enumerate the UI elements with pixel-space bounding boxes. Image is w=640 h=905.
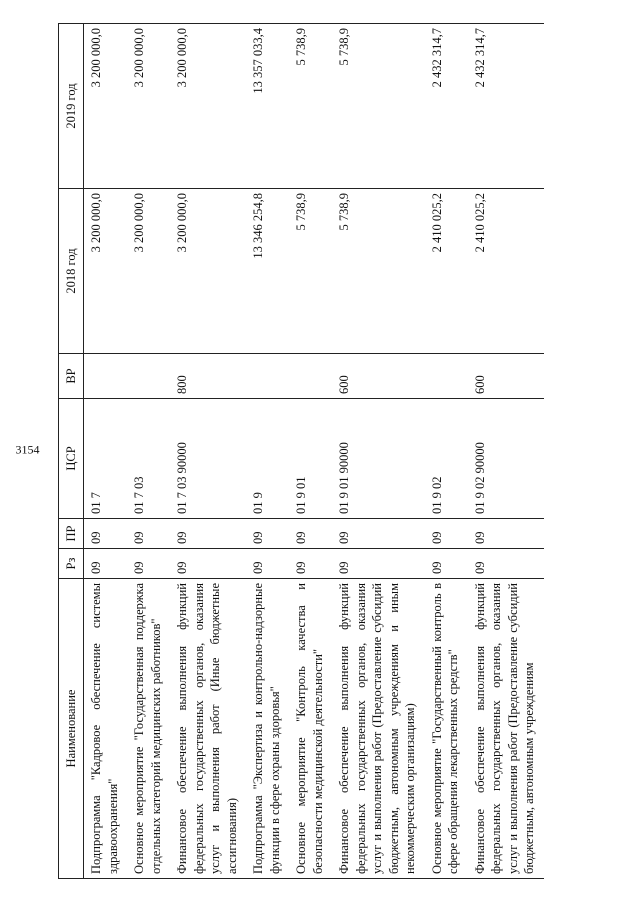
table-header-row	[59, 24, 84, 879]
budget-table	[58, 23, 544, 879]
row-pr: 09	[468, 519, 544, 549]
row-vr	[425, 354, 468, 399]
row-2018: 3 200 000,0	[170, 189, 246, 354]
row-name: Финансовое обеспечение выполнения функций федеральных государственных органов, оказания услуг и выполнения работ (Предоставление субсидий бюджетным, автономным учреждениям	[468, 579, 544, 879]
row-2019: 2 432 314,7	[468, 24, 544, 189]
row-2019: 5 738,9	[289, 24, 332, 189]
row-rz: 09	[246, 549, 289, 579]
header-2019: 2019 год	[59, 24, 84, 189]
row-vr	[246, 354, 289, 399]
table-row	[246, 24, 289, 879]
row-2019: 13 357 033,4	[246, 24, 289, 189]
row-2018: 3 200 000,0	[84, 189, 128, 354]
row-2019: 5 738,9	[332, 24, 425, 189]
header-rz: Рз	[59, 549, 84, 579]
row-pr: 09	[170, 519, 246, 549]
row-csr: 01 9 02	[425, 399, 468, 519]
header-name: Наименование	[59, 579, 84, 879]
row-vr	[84, 354, 128, 399]
row-name: Финансовое обеспечение выполнения функций федеральных государственных органов, оказания услуг и выполнения работ (Предоставление субсидий бюджетным, автономным учреждениям и иным некоммерческим организациям)	[332, 579, 425, 879]
row-2018: 3 200 000,0	[127, 189, 170, 354]
row-2018: 2 410 025,2	[468, 189, 544, 354]
row-rz: 09	[332, 549, 425, 579]
table-row	[289, 24, 332, 879]
row-name: Основное мероприятие "Контроль качества и безопасности медицинской деятельности"	[289, 579, 332, 879]
row-2019: 3 200 000,0	[127, 24, 170, 189]
row-vr: 600	[468, 354, 544, 399]
row-vr: 800	[170, 354, 246, 399]
row-pr: 09	[246, 519, 289, 549]
row-name: Финансовое обеспечение выполнения функций федеральных государственных органов, оказания услуг и выполнения работ (Иные бюджетные ассигнования)	[170, 579, 246, 879]
row-csr: 01 9 01 90000	[332, 399, 425, 519]
header-2018: 2018 год	[59, 189, 84, 354]
row-csr: 01 7 03 90000	[170, 399, 246, 519]
row-rz: 09	[84, 549, 128, 579]
row-name: Подпрограмма "Кадровое обеспечение системы здравоохранения"	[84, 579, 128, 879]
row-csr: 01 7	[84, 399, 128, 519]
row-rz: 09	[289, 549, 332, 579]
header-vr: ВР	[59, 354, 84, 399]
row-2019: 3 200 000,0	[84, 24, 128, 189]
row-pr: 09	[84, 519, 128, 549]
row-2019: 2 432 314,7	[425, 24, 468, 189]
row-vr	[127, 354, 170, 399]
row-pr: 09	[289, 519, 332, 549]
table-row	[170, 24, 246, 879]
row-pr: 09	[127, 519, 170, 549]
row-pr: 09	[332, 519, 425, 549]
table-row	[332, 24, 425, 879]
page-number: 3154	[15, 442, 40, 457]
row-rz: 09	[425, 549, 468, 579]
row-csr: 01 9 02 90000	[468, 399, 544, 519]
row-rz: 09	[127, 549, 170, 579]
header-csr: ЦСР	[59, 399, 84, 519]
header-pr: ПР	[59, 519, 84, 549]
row-2018: 2 410 025,2	[425, 189, 468, 354]
row-csr: 01 7 03	[127, 399, 170, 519]
row-vr: 600	[332, 354, 425, 399]
row-csr: 01 9	[246, 399, 289, 519]
row-name: Основное мероприятие "Государственный контроль в сфере обращения лекарственных средств"	[425, 579, 468, 879]
row-csr: 01 9 01	[289, 399, 332, 519]
row-name: Основное мероприятие "Государственная поддержка отдельных категорий медицинских работников"	[127, 579, 170, 879]
row-vr	[289, 354, 332, 399]
row-2018: 5 738,9	[289, 189, 332, 354]
row-2018: 13 346 254,8	[246, 189, 289, 354]
table-row	[127, 24, 170, 879]
table-row	[425, 24, 468, 879]
table-row	[84, 24, 128, 879]
row-pr: 09	[425, 519, 468, 549]
row-2018: 5 738,9	[332, 189, 425, 354]
row-2019: 3 200 000,0	[170, 24, 246, 189]
row-rz: 09	[468, 549, 544, 579]
row-name: Подпрограмма "Экспертиза и контрольно-надзорные функции в сфере охраны здоровья"	[246, 579, 289, 879]
row-rz: 09	[170, 549, 246, 579]
table-row	[468, 24, 544, 879]
